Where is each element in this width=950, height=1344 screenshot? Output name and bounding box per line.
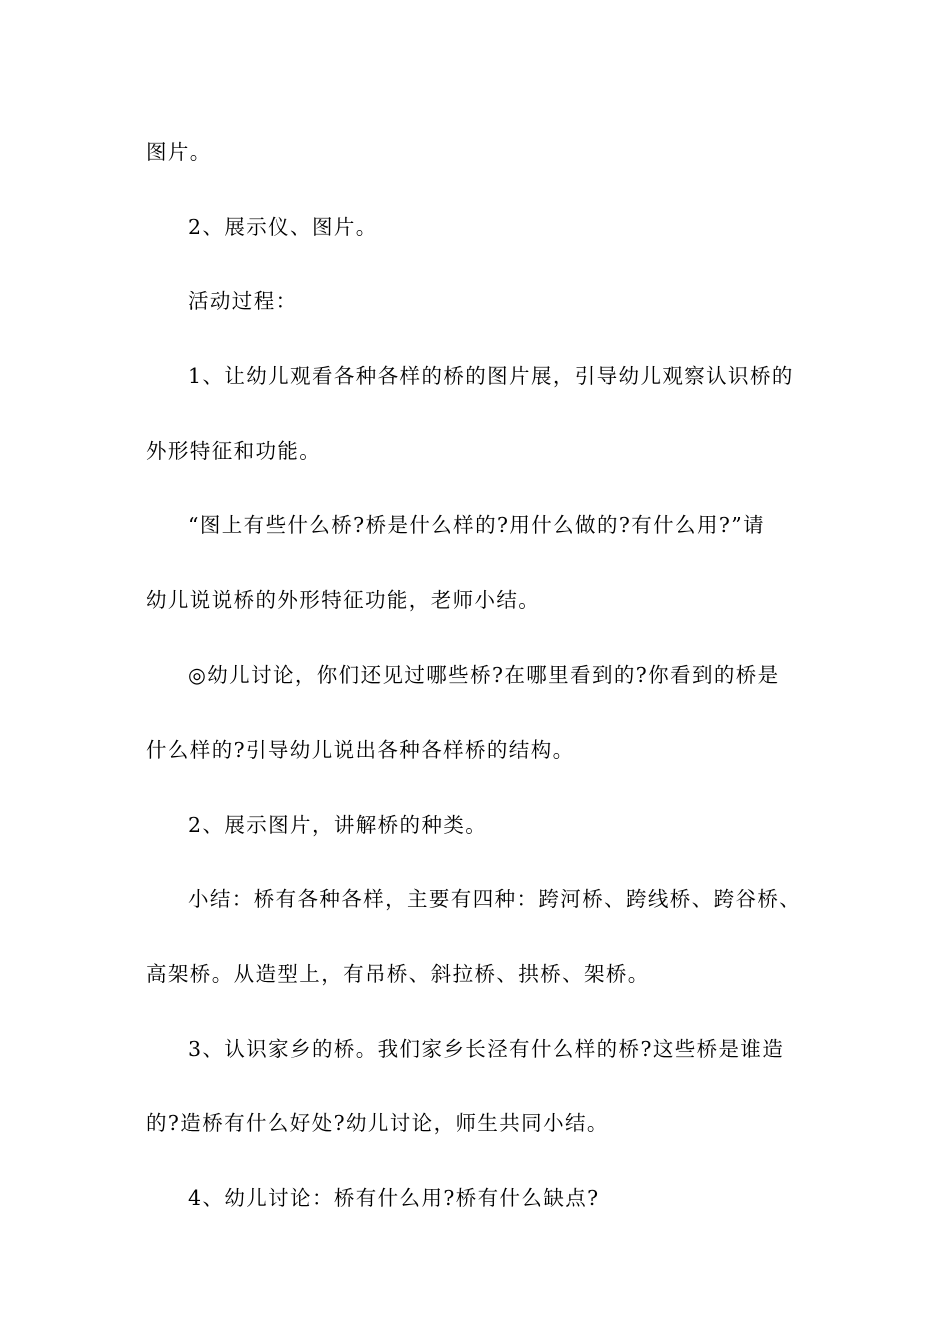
text-line: 3、认识家乡的桥。我们家乡长泾有什么样的桥?这些桥是谁造 — [188, 1037, 785, 1061]
text-line: 4、幼儿讨论：桥有什么用?桥有什么缺点? — [188, 1186, 600, 1210]
text-line: 2、展示图片，讲解桥的种类。 — [188, 813, 488, 837]
text-line: 什么样的?引导幼儿说出各种各样桥的结构。 — [146, 738, 575, 762]
text-line: 1、让幼儿观看各种各样的桥的图片展，引导幼儿观察认识桥的 — [188, 364, 794, 388]
text-line: 高架桥。从造型上，有吊桥、斜拉桥、拱桥、架桥。 — [146, 962, 650, 986]
text-line: 外形特征和功能。 — [146, 439, 322, 463]
text-line: 的?造桥有什么好处?幼儿讨论，师生共同小结。 — [146, 1111, 609, 1135]
text-line: 图片。 — [146, 140, 212, 164]
text-line: 幼儿说说桥的外形特征功能，老师小结。 — [146, 588, 541, 612]
text-line: 活动过程： — [188, 289, 298, 313]
text-line: “图上有些什么桥?桥是什么样的?用什么做的?有什么用?”请 — [188, 513, 766, 537]
text-line: ◎幼儿讨论，你们还见过哪些桥?在哪里看到的?你看到的桥是 — [188, 663, 780, 687]
text-line: 2、展示仪、图片。 — [188, 215, 378, 239]
text-line: 小结：桥有各种各样，主要有四种：跨河桥、跨线桥、跨谷桥、 — [188, 887, 802, 911]
